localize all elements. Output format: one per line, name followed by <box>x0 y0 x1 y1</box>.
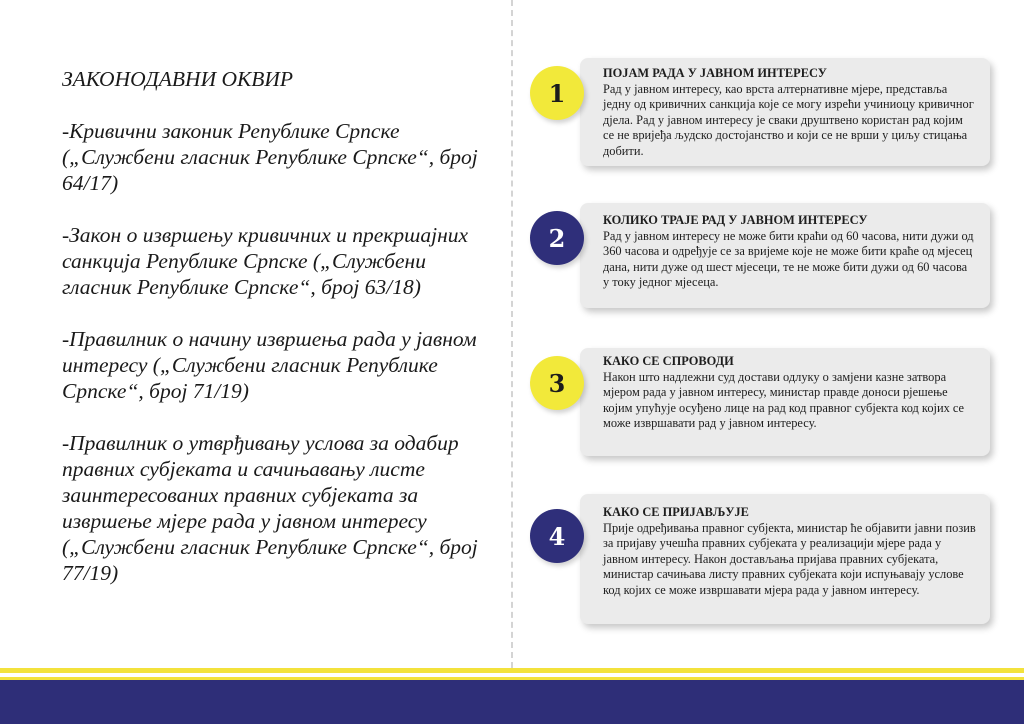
center-fold-divider <box>511 0 513 668</box>
step-body: Након што надлежни суд достави одлуку о замјени казне затвора мјером рада у јавном интересу, министар правде доноси рјешење којим упућује осуђено лице на рад код правног субјекта код којих се може извршавати рад у јавном интересу. <box>603 369 965 430</box>
step-number-badge: 3 <box>530 356 584 410</box>
step-title: КАКО СЕ ПРИЈАВЉУЈЕ <box>603 505 749 519</box>
step-body: Рад у јавном интересу, као врста алтернативне мјере, представља једну од кривичних санкција које се могу изрећи учиниоцу кривичног дјела. Рад у јавном интересу је сваки друштвено користан рад којим се не вријеђа људско достојанство и који се не врши у циљу стицања добити. <box>603 81 974 158</box>
step-body: Прије одређивања правног субјекта, министар ће објавити јавни позив за пријаву учешћа правних субјеката у реализацији мјере рада у јавном интересу. Након достављања пријава правних субјеката, министар сачињава листу правних субјеката који испуњавају услове код којих се може извршавати мјера рада у јавном интересу. <box>603 520 976 597</box>
step-title: КОЛИКО ТРАЈЕ РАД У ЈАВНОМ ИНТЕРЕСУ <box>603 213 868 227</box>
step-title: КАКО СЕ СПРОВОДИ <box>603 354 734 368</box>
step-card-3 <box>530 348 990 456</box>
step-number-badge: 4 <box>530 509 584 563</box>
step-body: Рад у јавном интересу не може бити краћи од 60 часова, нити дужи од 360 часова и одређује се за вријеме које не може бити краће од мјесец дана, нити дуже од шест мјесеци, те не може бити дужи од 60 часова у току једног мјесеца. <box>603 228 974 289</box>
step-text <box>603 66 976 159</box>
law-item-sanctions-act: -Закон о извршењу кривичних и прекршајних санкција Републике Српске („Службени гласник Републике Српске“, број 63/18) <box>62 223 469 299</box>
step-text <box>603 354 976 432</box>
law-item-criminal-code: -Кривични законик Републике Српске („Службени гласник Републике Српске“, број 64/17) <box>62 119 478 195</box>
law-item-legal-entities-rulebook: -Правилник о утврђивању услова за одабир правних субјеката и сачињавању листе заинтересованих правних субјеката за извршење мјере рада у јавном интересу („Службени гласник Републике Српске“, број 77/19) <box>62 431 478 585</box>
step-text <box>603 505 976 598</box>
step-number-badge: 1 <box>530 66 584 120</box>
law-item-public-work-rulebook: -Правилник о начину извршења рада у јавном интересу („Службени гласник Републике Српске“, број 71/19) <box>62 327 477 403</box>
step-card-1 <box>530 58 990 166</box>
step-text <box>603 213 976 291</box>
step-title: ПОЈАМ РАДА У ЈАВНОМ ИНТЕРЕСУ <box>603 66 827 80</box>
step-card-4 <box>530 494 990 624</box>
step-number-badge: 2 <box>530 211 584 265</box>
legal-framework-heading: ЗАКОНОДАВНИ ОКВИР <box>62 67 294 91</box>
legal-framework-section <box>62 66 482 612</box>
footer-band-navy <box>0 680 1024 724</box>
step-card-2 <box>530 203 990 308</box>
